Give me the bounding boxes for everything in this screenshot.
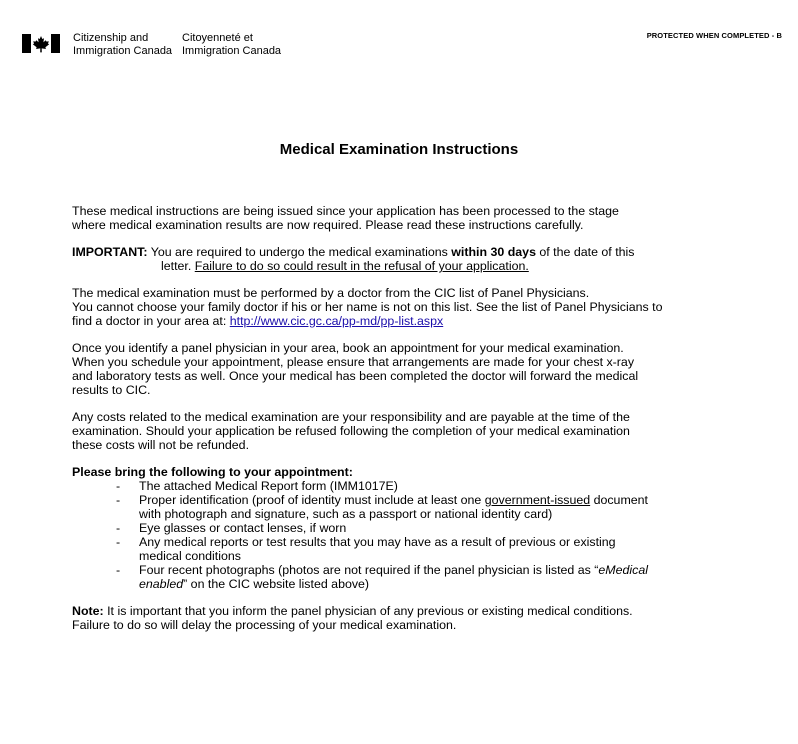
important-label: IMPORTANT: xyxy=(72,245,148,259)
list-item: - Proper identification (proof of identity must include at least one government-issued document with photograph and signature, such as a passport or national identity card) xyxy=(116,493,648,521)
refusal-warning: Failure to do so could result in the refusal of your application. xyxy=(194,259,529,273)
protected-designation: PROTECTED WHEN COMPLETED - B xyxy=(646,31,782,40)
panel-physicians-link[interactable]: http://www.cic.gc.ca/pp-md/pp-list.aspx xyxy=(229,314,444,328)
list-item: - Eye glasses or contact lenses, if worn xyxy=(116,521,347,535)
list-item: - The attached Medical Report form (IMM1017E) xyxy=(116,479,398,493)
document-body xyxy=(72,204,732,645)
intro-paragraph: These medical instructions are being issued since your application has been processed to the stage where medical examination results are now required. Please read these instructions carefully. xyxy=(72,204,619,232)
note-label: Note: xyxy=(72,604,104,618)
department-name-french: Citoyenneté et Immigration Canada xyxy=(182,32,282,57)
list-item: - Any medical reports or test results that you may have as a result of previous or existing medical conditions xyxy=(116,535,616,563)
important-paragraph: IMPORTANT: You are required to undergo the medical examinations within 30 days of the date of this letter. Failure to do so could result in the refusal of your application. xyxy=(72,245,635,273)
physician-paragraph: The medical examination must be performed by a doctor from the CIC list of Panel Physicians. You cannot choose your family doctor if his or her name is not on this list. See the list of Panel Physicians to find a doctor in your area at: http://www.cic.gc.ca/pp-md/pp-list.aspx xyxy=(72,286,663,328)
department-name-english: Citizenship and Immigration Canada xyxy=(73,32,173,57)
bring-list xyxy=(72,479,732,591)
costs-paragraph: Any costs related to the medical examination are your responsibility and are payable at the time of the examination. Should your application be refused following the completion of your medical examination these costs will not be refunded. xyxy=(72,410,630,452)
canada-flag-icon xyxy=(22,34,60,53)
list-item: - Four recent photographs (photos are not required if the panel physician is listed as “eMedical enabled” on the CIC website listed above) xyxy=(116,563,648,591)
deadline-text: within 30 days xyxy=(451,245,536,259)
bring-section xyxy=(72,465,732,591)
note-paragraph: Note: It is important that you inform the panel physician of any previous or existing medical conditions. Failure to do so will delay the processing of your medical examination. xyxy=(72,604,633,632)
appointment-paragraph: Once you identify a panel physician in your area, book an appointment for your medical examination. When you schedule your appointment, please ensure that arrangements are made for your chest x-ray and laboratory tests as well. Once your medical has been completed the doctor will forward the medical results to CIC. xyxy=(72,341,639,397)
bring-heading: Please bring the following to your appointment: xyxy=(72,465,353,479)
page-title: Medical Examination Instructions xyxy=(279,141,519,158)
